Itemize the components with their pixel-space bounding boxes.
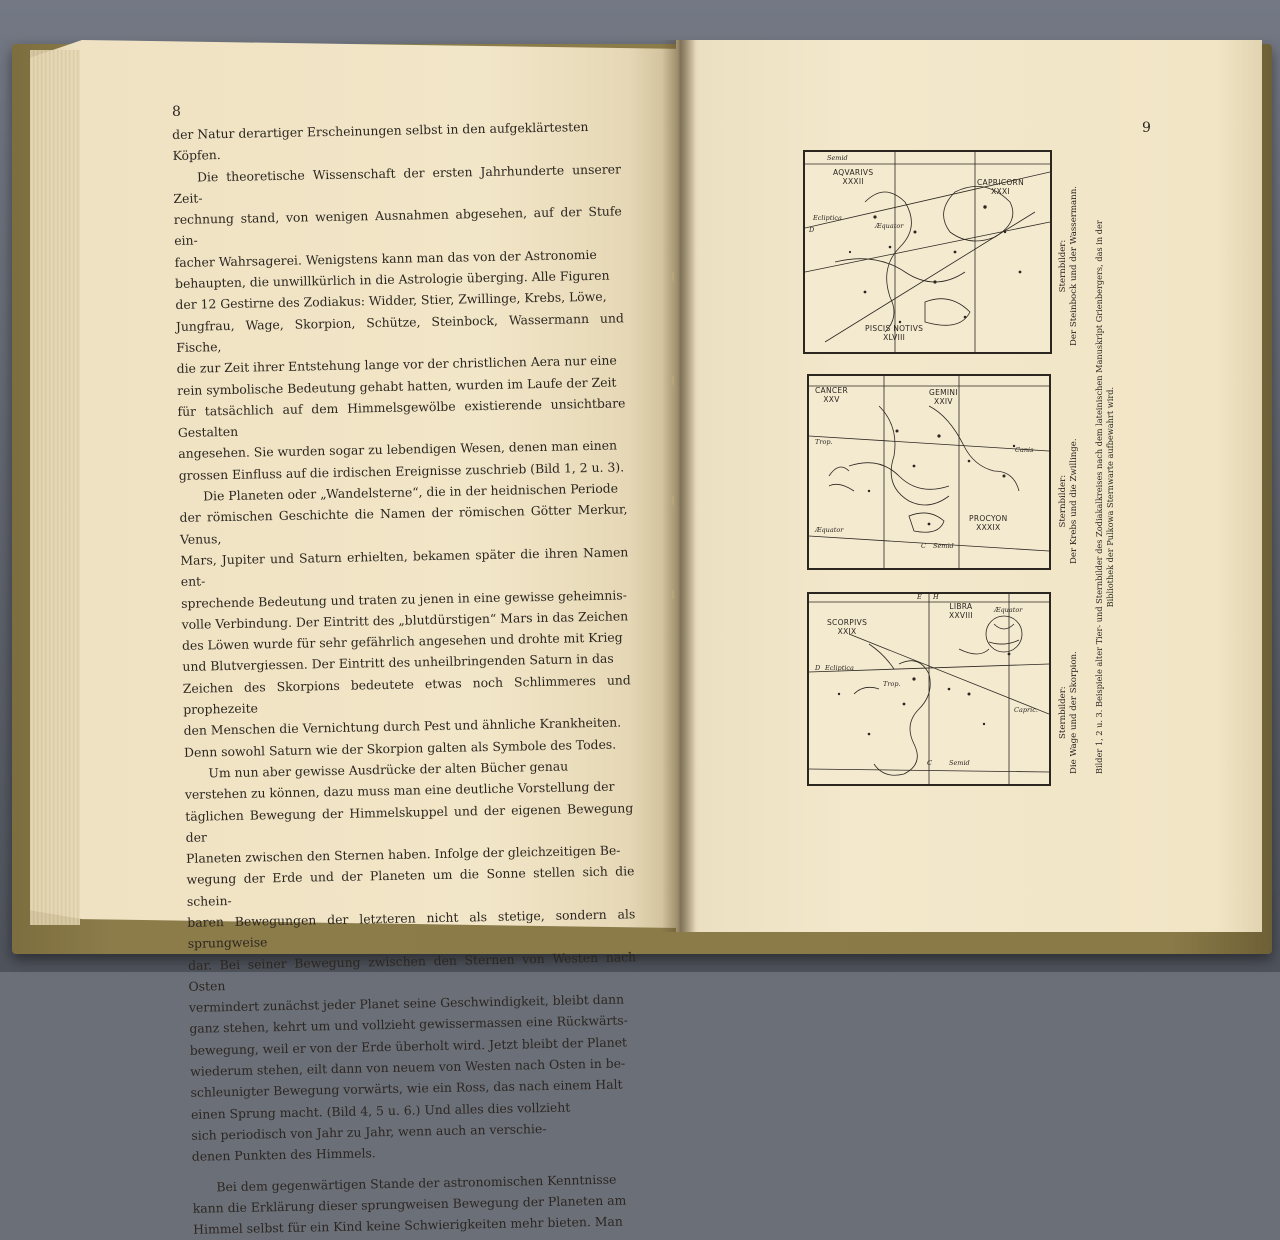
- text-line: wegung der Erde und der Planeten um die Sonne stellen sich die schein-: [186, 863, 635, 909]
- plate-annotation: Ecliptica: [825, 664, 854, 672]
- text-line: für tatsächlich auf dem Himmelsgewölbe existierende unsichtbare Gestalten: [177, 395, 626, 441]
- text-line: wiederum stehen, eilt dann von neuem von Westen nach Osten in be-: [190, 1055, 626, 1079]
- caption-plate-2: [1058, 438, 1080, 564]
- caption-line: Der Krebs und die Zwillinge.: [1069, 438, 1079, 564]
- plate-annotation: Trop.: [883, 680, 901, 688]
- plate-annotation: Semid: [933, 542, 954, 550]
- body-text: [172, 115, 641, 1240]
- text-line: behaupten, die unwillkürlich in die Astrologie überging. Alle Figuren: [174, 267, 610, 292]
- binding-thread: [672, 590, 674, 599]
- constellation-plate-capricorn-aquarius: [803, 150, 1052, 354]
- text-line: verstehen zu können, dazu muss man eine deutliche Vorstellung der: [184, 778, 615, 803]
- text-line: und Blutvergiessen. Der Eintritt des unheilbringenden Saturn in das: [182, 651, 614, 675]
- text-line: täglichen Bewegung der Himmelskuppel und der eigenen Bewegung der: [185, 799, 634, 845]
- binding-thread: [672, 272, 674, 281]
- caption-line: Die Wage und der Skorpion.: [1069, 651, 1079, 774]
- text-line: schleunigter Bewegung vorwärts, wie ein Ross, das nach einem Halt: [190, 1076, 623, 1101]
- plate-annotation: Semid: [949, 759, 970, 767]
- text-line: Um nun aber gewisse Ausdrücke der alten Bücher genau: [208, 758, 569, 781]
- caption-line: Der Steinbock und der Wassermann.: [1069, 186, 1079, 346]
- plate-annotation: Capric.: [1014, 706, 1038, 714]
- plate-label: LIBRA XXVIII: [949, 602, 973, 620]
- plate-annotation: C: [927, 759, 932, 767]
- text-line: Zeichen des Skorpions bedeutete etwas noch Schlimmeres und prophezeite: [182, 672, 631, 717]
- book-gutter: [662, 40, 696, 932]
- text-line: Köpfen.: [172, 147, 221, 164]
- caption-plate-3: [1058, 651, 1080, 774]
- plate-annotation: D: [815, 664, 821, 672]
- text-line: des Löwen wurde für sehr gefährlich angesehen und drohte mit Krieg: [181, 629, 623, 654]
- text-line: Mars, Jupiter und Saturn erhielten, bekamen später die ihren Namen ent-: [180, 544, 629, 590]
- text-line: baren Bewegungen der letzteren nicht als stetige, sondern als sprungweise: [187, 906, 636, 952]
- caption-line: Sternbilder:: [1058, 239, 1068, 293]
- caption-line: Bibliothek der Pulkowa Sternwarte aufbewahrt wird.: [1105, 386, 1115, 608]
- text-line: Planeten zwischen den Sternen haben. Infolge der gleichzeitigen Be-: [185, 842, 621, 866]
- text-line: die zur Zeit ihrer Entstehung lange vor der christlichen Aera nur eine: [176, 352, 617, 377]
- caption-line: Sternbilder:: [1058, 686, 1068, 739]
- text-line: Jungfrau, Wage, Skorpion, Schütze, Steinbock, Wassermann und Fische,: [175, 310, 624, 355]
- binding-thread: [672, 496, 674, 505]
- text-line: facher Wahrsagerei. Wenigstens kann man das von der Astronomie: [174, 246, 597, 270]
- text-line: bewegung, weil er von der Erde überholt wird. Jetzt bleibt der Planet: [189, 1034, 628, 1058]
- text-line: kann die Erklärung dieser sprungweisen Bewegung der Planeten am: [192, 1192, 627, 1216]
- plate-label: PROCYON XXXIX: [969, 514, 1008, 532]
- plate-annotation: Trop.: [815, 438, 833, 446]
- text-line: angesehen. Sie wurden sogar zu lebendigen Wesen, denen man einen: [178, 437, 618, 462]
- text-line: den Menschen die Vernichtung durch Pest und ähnliche Krankheiten.: [183, 714, 622, 739]
- text-line: ganz stehen, kehrt um und vollzieht gewissermassen eine Rückwärts-: [189, 1012, 628, 1037]
- text-line: Denn sowohl Saturn wie der Skorpion galten als Symbole des Todes.: [183, 736, 617, 760]
- text-line: sprechende Bedeutung und traten zu jenen in eine gewisse geheimnis-: [181, 586, 627, 611]
- plate-label: PISCIS NOTIVS XLVIII: [865, 324, 924, 342]
- plate-annotation: E: [917, 593, 922, 601]
- plate-annotation: H: [933, 593, 939, 601]
- text-line: der Natur derartiger Erscheinungen selbst in den aufgeklärtesten: [172, 119, 589, 142]
- caption-line: Sternbilder:: [1058, 474, 1068, 528]
- plate-annotation: Æquator: [815, 526, 844, 534]
- plate-label: SCORPIVS XXIX: [827, 618, 868, 636]
- text-line: sich periodisch von Jahr zu Jahr, wenn auch an verschie-: [191, 1120, 547, 1143]
- page-number-left: 8: [172, 104, 181, 120]
- text-line: rechnung stand, von wenigen Ausnahmen abgesehen, auf der Stufe ein-: [173, 203, 622, 249]
- text-line: einen Sprung macht. (Bild 4, 5 u. 6.) Und alles dies vollzieht: [190, 1099, 571, 1122]
- plate-annotation: D: [809, 226, 815, 234]
- plate-label: GEMINI XXIV: [929, 388, 958, 406]
- plate-annotation: Ecliptica: [813, 214, 842, 222]
- plate-annotation: Semid: [827, 154, 848, 162]
- text-line: der 12 Gestirne des Zodiakus: Widder, Stier, Zwillinge, Krebs, Löwe,: [175, 289, 607, 313]
- page-number-right: 9: [1142, 120, 1151, 136]
- constellation-plate-cancer-gemini: [807, 374, 1051, 570]
- text-line: denen Punkten des Himmels.: [191, 1145, 376, 1165]
- text-line: der römischen Geschichte die Namen der römischen Götter Merkur, Venus,: [179, 501, 628, 547]
- caption-general: [1094, 220, 1116, 774]
- caption-plate-1: [1058, 186, 1080, 346]
- text-line: vermindert zunächst jeder Planet seine Geschwindigkeit, bleibt dann: [188, 991, 625, 1016]
- plate-label: AQVARIVS XXXII: [833, 168, 874, 186]
- text-line: Himmel selbst für ein Kind keine Schwierigkeiten mehr bieten. Man: [193, 1213, 623, 1237]
- text-line: Bei dem gegenwärtigen Stande der astronomischen Kenntnisse: [216, 1171, 617, 1194]
- text-line: Die theoretische Wissenschaft der ersten Jahrhunderte unserer Zeit-: [173, 160, 622, 206]
- left-page-edges: [30, 50, 80, 925]
- text-line: grossen Einfluss auf die irdischen Ereignisse zuschrieb (Bild 1, 2 u. 3).: [178, 459, 625, 483]
- text-line: Die Planeten oder „Wandelsterne“, die in der heidnischen Periode: [203, 480, 619, 504]
- text-line: dar. Bei seiner Bewegung zwischen den Sternen von Westen nach Osten: [188, 948, 637, 994]
- constellation-plate-libra-scorpio: [807, 592, 1051, 786]
- plate-annotation: Æquator: [994, 606, 1023, 614]
- binding-thread: [672, 376, 674, 385]
- plate-annotation: Æquator: [875, 222, 904, 230]
- caption-line: Bilder 1, 2 u. 3. Beispiele alter Tier- und Sternbilder des Zodiakalkreises nach dem lateinischen Manuskript Grienbergers, das in der: [1094, 220, 1104, 774]
- plate-label: CAPRICORN XXXI: [977, 178, 1024, 196]
- text-line: rein symbolische Bedeutung gehabt hatten, wurden im Laufe der Zeit: [176, 374, 617, 398]
- plate-annotation: Canis: [1015, 446, 1034, 454]
- plate-annotation: C: [921, 542, 926, 550]
- plate-label: CANCER XXV: [815, 386, 848, 404]
- text-line: volle Verbindung. Der Eintritt des „blutdürstigen“ Mars in das Zeichen: [181, 608, 629, 632]
